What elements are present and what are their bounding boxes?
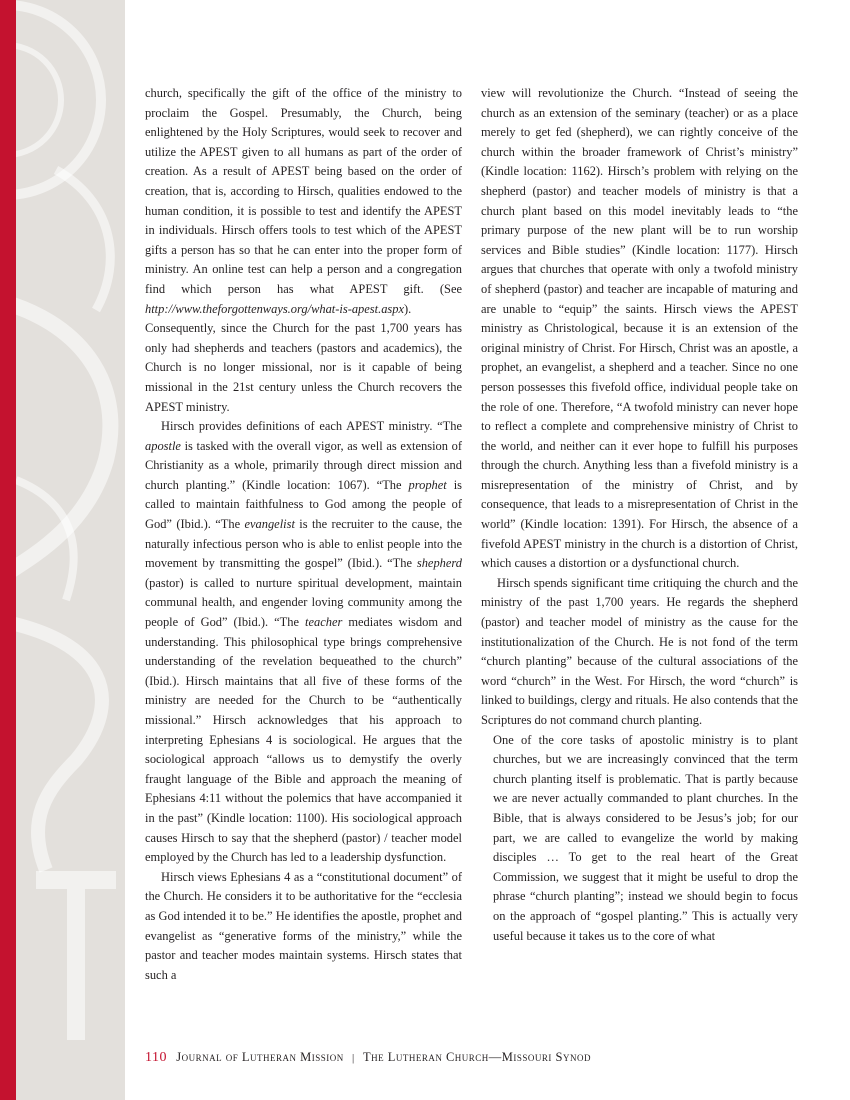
text-run: is called to maintain faithfulness to God among the people of God” (Ibid.). “The <box>145 477 462 532</box>
emphasized-text: teacher <box>305 615 343 630</box>
text-run: is the recruiter to the cause, the naturally infectious person who is able to enlist people into the movement by transmitting the gospel” (Ibid.). “The <box>145 517 462 571</box>
emphasized-text: evangelist <box>244 517 295 532</box>
decorative-emblem-watermark <box>16 0 125 1100</box>
emphasized-text: prophet <box>408 477 447 492</box>
text-run: Hirsch spends significant time critiquing the church and the ministry of the past 1,700 years. He regards the shepherd (pastor) and teacher model of ministry as the cause for the institutionalization of the Church. He is not fond of the term “church planting” because of the cultural associations of the word “church” in the West. For Hirsch, the word “church” is linked to buildings, clergy and rituals. He also contends that the Scriptures do not command church planting. <box>481 575 798 727</box>
decorative-side-band <box>16 0 125 1100</box>
paragraph <box>481 574 798 731</box>
paragraph <box>145 868 462 986</box>
text-run: ). Consequently, since the Church for the past 1,700 years has only had shepherds and teachers (pastors and academics), the Church is no longer missional, nor is it capable of being missional in the 21st century unless the Church recovers the APEST ministry. <box>145 301 462 414</box>
text-run: Hirsch views Ephesians 4 as a “constitutional document” of the Church. He considers it to be authoritative for the “ecclesia as God intended it to be.” He identifies the apostle, prophet and evangelist as “generative forms of the ministry,” while the pastor and teacher modes maintain systems. Hirsch states that such a <box>145 869 462 982</box>
block-quote <box>481 731 798 947</box>
text-run: One of the core tasks of apostolic ministry is to plant churches, but we are increasingly convinced that the term church planting itself is problematic. That is partly because we are never actually commanded to plant churches. In the Bible, that is always considered to be Jesus’s job; for our part, we are called to evangelize the world by making disciples … To get to the real heart of the Great Commission, we suggest that it might be useful to drop the phrase “church planting”; instead we should begin to focus on the approach of “gospel planting.” This is actually very useful because it takes us to the core of what <box>493 732 798 943</box>
paragraph <box>481 84 798 574</box>
left-text-column <box>145 84 462 985</box>
text-run: church, specifically the gift of the office of the ministry to proclaim the Gospel. Presumably, the Church, being enlightened by the Holy Scriptures, would seek to recover and utilize the APEST given to all humans as part of the order of creation. As a result of APEST being based on the order of creation, that is, according to Hirsch, qualities endowed to the human condition, it is possible to test and identify the APEST in individuals. Hirsch offers tools to test which of the APEST gifts a person has so that he can enter into the proper form of ministry. An online test can help a person and a congregation find which person has what APEST gift. (See <box>145 86 462 296</box>
right-text-column <box>481 84 798 946</box>
emphasized-text: shepherd <box>416 556 462 571</box>
footer-separator: | <box>351 1052 355 1064</box>
text-run: view will revolutionize the Church. “Instead of seeing the church as an extension of the seminary (teacher) or as a place merely to get fed (shepherd), we can rightly conceive of the church within the broader framework of Christ’s ministry” (Kindle location: 1162). Hirsch’s problem with relying on the shepherd (pastor) and teacher models of ministry is that a church plant based on this model inevitably leads to “the primary purpose of the new plant will be to run worship services and Bible studies” (Kindle location: 1177). Hirsch argues that churches that operate with only a twofold ministry of shepherd (pastor) and teacher are incapable of maturing and are unable to “equip” the saints. Hirsch views the APEST ministry as Christological, because it is an extension of the original ministry of Christ. For Hirsch, Christ was an apostle, a prophet, an evangelist, a shepherd and a teacher. Since no one person possesses this fivefold office, individual people take on the role of one. Therefore, “A twofold ministry can never hope to reflect a complete and comprehensive ministry of Christ to the world, and neither can it ever hope to fulfill his purposes through the church. Anything less than a fivefold ministry is a misrepresentation of the ministry of Christ, and by consequence, that leads to a misrepresentation of Christ in the world” (Kindle location: 1391). For Hirsch, the absence of a fivefold APEST ministry in the church is a distortion of Christ, which causes a distortion or a dysfunctional church. <box>481 86 798 571</box>
paragraph <box>145 417 462 868</box>
paragraph <box>145 84 462 417</box>
text-run: Hirsch provides definitions of each APEST ministry. “The <box>161 419 462 434</box>
journal-title: Journal of Lutheran Mission <box>176 1050 344 1064</box>
left-red-bar <box>0 0 16 1100</box>
text-run: is tasked with the overall vigor, as well as extension of Christianity as a whole, primarily through direct mission and church planting.” (Kindle location: 1067). “The <box>145 438 462 492</box>
publisher-name: The Lutheran Church—Missouri Synod <box>362 1050 591 1064</box>
page-footer <box>145 1050 591 1066</box>
emphasized-text: apostle <box>145 438 181 453</box>
emphasized-text: http://www.theforgottenways.org/what-is-apest.aspx <box>145 301 404 316</box>
text-run: (pastor) is called to nurture spiritual development, maintain communal health, and engender loving community among the people of God” (Ibid.). “The <box>145 575 462 630</box>
text-run: mediates wisdom and understanding. This philosophical type brings comprehensive understanding of the revelation bequeathed to the church” (Ibid.). Hirsch maintains that all five of these forms of the ministry are needed for the Church to be “authentically missional.” Hirsch acknowledges that his approach to interpreting Ephesians 4 is sociological. He argues that the sociological approach “allows us to demystify the overly fraught language of the Bible and approach the meaning of Ephesians 4:11 without the polemics that have accompanied it in the past” (Kindle location: 1100). His sociological approach causes Hirsch to say that the shepherd (pastor) / teacher model employed by the Church has led to a leadership dysfunction. <box>145 615 462 865</box>
page-number: 110 <box>145 1050 167 1065</box>
